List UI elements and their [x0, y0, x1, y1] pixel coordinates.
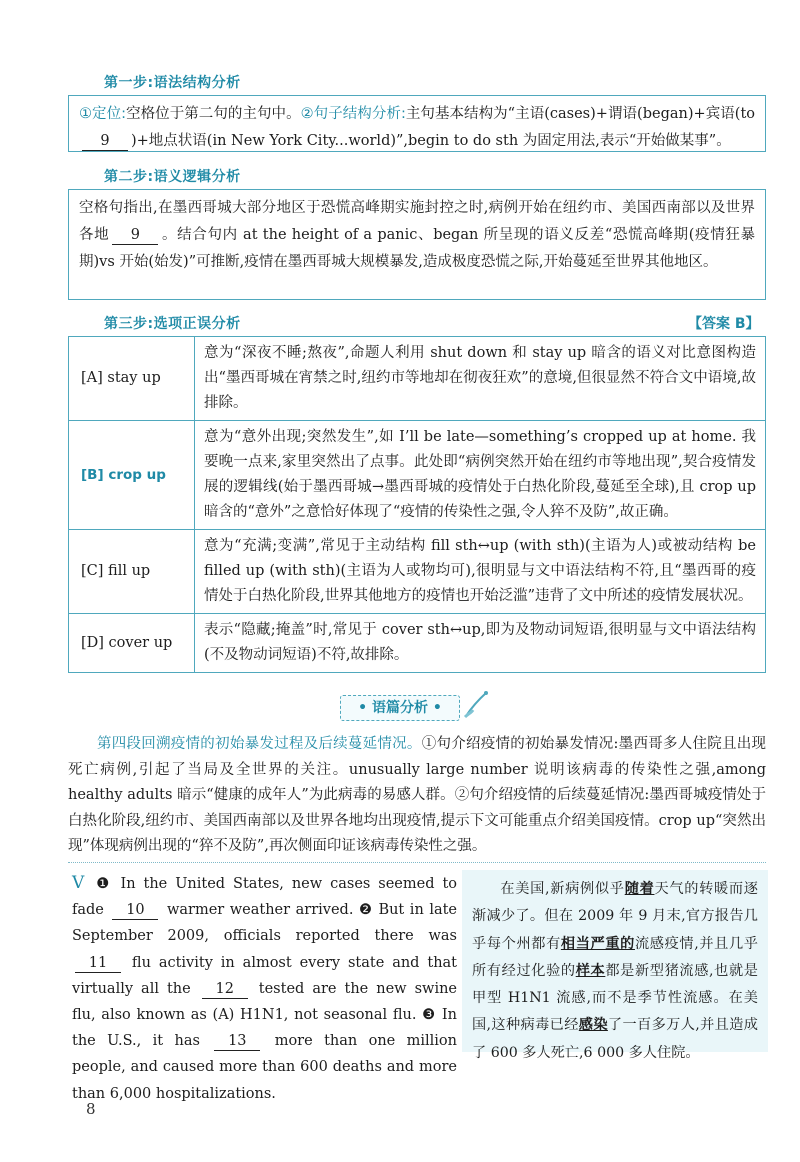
translation-keyword: 感染 [578, 1017, 608, 1034]
option-d-text: 表示“隐藏;掩盖”时,常见于 cover sth↔up,即为及物动词短语,很明显与文中语法结构(不及物动词短语)不符,故排除。 [195, 614, 766, 673]
step1-box [68, 95, 766, 152]
brush-icon [462, 690, 490, 720]
blank-11: 11 [75, 954, 121, 973]
paragraph-number: V [72, 873, 85, 893]
step2-text2: 。结合句内 at the height of a panic、began 所呈现的语义反差“恐慌高峰期(疫情狂暴期)vs 开始(始发)”可推断,疫情在墨西哥城大规模暴发,造成极度恐慌之际,开始蔓延至世界其他地区。 [79, 227, 756, 270]
section-badge: • 语篇分析 • [340, 695, 460, 721]
translation-part: 流感疫情,并且几乎所有经过化验的 [472, 935, 758, 979]
translation-keyword: 相当严重的 [560, 935, 635, 952]
option-row-b [69, 421, 766, 530]
step1-text3: )+地点状语(in New York City...world)”,begin to do sth 为固定用法,表示“开始做某事”。 [131, 133, 731, 149]
step1-label1: ①定位: [79, 106, 127, 122]
translation-part: 了一百多万人,并且造成了 600 多人死亡,6 000 多人住院。 [472, 1017, 758, 1061]
step1-title: 第一步:语法结构分析 [104, 75, 241, 91]
passage-s2b: tested are the new swine flu, also known as (A) H1N1, not seasonal flu. ❸ In the U.S., it has [72, 980, 458, 1050]
translation-keyword: 样本 [575, 962, 606, 979]
passage-s3: more than one million people, and caused more than 600 deaths and more than 6,000 hospitalizations. [72, 1033, 458, 1102]
translation-part: 都是新型猪流感,也就是甲型 H1N1 流感,而不是季节性流感。在美国,这种病毒已经 [472, 962, 758, 1034]
option-row-c [69, 530, 766, 614]
option-d-label: [D] cover up [69, 614, 195, 673]
option-c-label: [C] fill up [69, 530, 195, 614]
step3-title: 第三步:选项正误分析 [104, 316, 241, 332]
step2-box [68, 189, 766, 300]
analysis-lead: 第四段回溯疫情的初始暴发过程及后续蔓延情况。 [97, 736, 422, 752]
translation-box [462, 870, 768, 1061]
passage-text [72, 870, 457, 1107]
options-table [68, 336, 766, 673]
answer-label: 【答案 B】 [688, 316, 760, 332]
step2-text1: 空格句指出,在墨西哥城大部分地区于恐慌高峰期实施封控之时,病例开始在纽约市、美国西南部以及世界各地 [79, 200, 755, 243]
blank-13: 13 [214, 1032, 260, 1051]
step2-title: 第二步:语义逻辑分析 [104, 169, 241, 185]
option-c-text: 意为“充满;变满”,常见于主动结构 fill sth↔up (with sth)(主语为人)或被动结构 be filled up (with sth)(主语为人或物均可),很明显与文中语法结构不符,且“墨西哥的疫情处于白热化阶段,世界其他地方的疫情也开始泛滥”违背了文中所述的疫情发展状况。 [195, 530, 766, 614]
analysis-body: ①句介绍疫情的初始暴发情况:墨西哥多人住院且出现死亡病例,引起了当局及全世界的关注。unusually large number 说明该病毒的传染性之强,among healthy adults 暗示“健康的成年人”为此病毒的易感人群。②句介绍疫情的后续蔓延情况:墨西哥城疫情处于白热化阶段,纽约市、美国西南部以及世界各地均出现疫情,提示下文可能重点介绍美国疫情。crop up“突然出现”体现病例出现的“猝不及防”,再次侧面印证该病毒传染性之强。 [68, 736, 767, 854]
step1-text1: 空格位于第二句的主句中。 [126, 106, 301, 122]
step1-blank: 9 [82, 132, 128, 151]
passage-s1a: ❶ In the United States, new cases seemed to fade [72, 876, 457, 919]
option-b-text: 意为“意外出现;突然发生”,如 I’ll be late—something’s cropped up at home. 我要晚一点来,家里突然出了点事。此处即“病例突然开始在纽约市等地出现”,契合疫情发展的逻辑线(始于墨西哥城→墨西哥城的疫情处于白热化阶段,蔓延至全球),且 crop up 暗含的“意外”之意恰好体现了“疫情的传染性之强,令人猝不及防”,故正确。 [195, 421, 766, 530]
divider [68, 862, 766, 863]
option-row-a [69, 337, 766, 421]
blank-12: 12 [202, 980, 248, 999]
step2-blank: 9 [112, 226, 158, 245]
step1-text2: 主句基本结构为“主语(cases)+谓语(began)+宾语(to [405, 106, 756, 122]
option-a-label: [A] stay up [69, 337, 195, 421]
step1-label2: ②句子结构分析: [300, 106, 406, 122]
translation-keyword: 随着 [624, 881, 655, 897]
passage-s1b: warmer weather arrived. ❷ But in late September 2009, officials reported there was [72, 902, 458, 945]
translation-part: 在美国,新病例似乎 [500, 881, 625, 897]
analysis-paragraph [68, 732, 766, 860]
option-b-label: [B] crop up [69, 421, 195, 530]
translation-part: 天气的转暖而逐渐减少了。但在 2009 年 9 月末,官方报告几乎每个州都有 [472, 881, 758, 952]
blank-10: 10 [112, 901, 158, 920]
page-number: 8 [86, 1100, 96, 1118]
option-a-text: 意为“深夜不睡;熬夜”,命题人利用 shut down 和 stay up 暗含的语义对比意图构造出“墨西哥城在宵禁之时,纽约市等地却在彻夜狂欢”的意境,但很显然不符合文中语境,故排除。 [195, 337, 766, 421]
passage-s2a: flu activity in almost every state and that virtually all the [72, 954, 458, 997]
option-row-d [69, 614, 766, 673]
